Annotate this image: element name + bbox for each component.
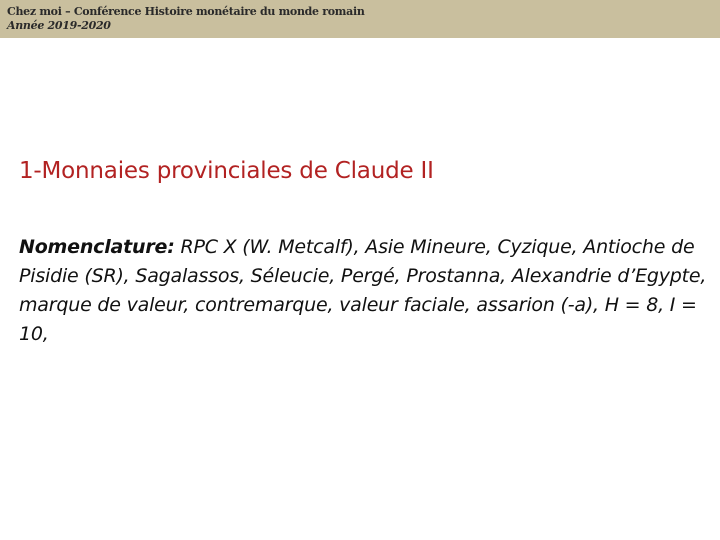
body-paragraph bbox=[19, 233, 714, 349]
slide-title: 1-Monnaies provinciales de Claude II bbox=[19, 158, 434, 184]
header-conference-title: Chez moi – Conférence Histoire monétaire du monde romain bbox=[7, 5, 365, 18]
header-band bbox=[0, 0, 720, 38]
nomenclature-text: RPC X (W. Metcalf), Asie Mineure, Cyzique, Antioche de Pisidie (SR), Sagalassos, Séleucie, Pergé, Prostanna, Alexandrie d’Egypte, marque de valeur, contremarque, valeur faciale, assarion (-a), H = 8, I = 10, bbox=[19, 236, 707, 345]
header-year: Année 2019-2020 bbox=[7, 19, 111, 32]
nomenclature-label: Nomenclature: bbox=[19, 236, 175, 258]
